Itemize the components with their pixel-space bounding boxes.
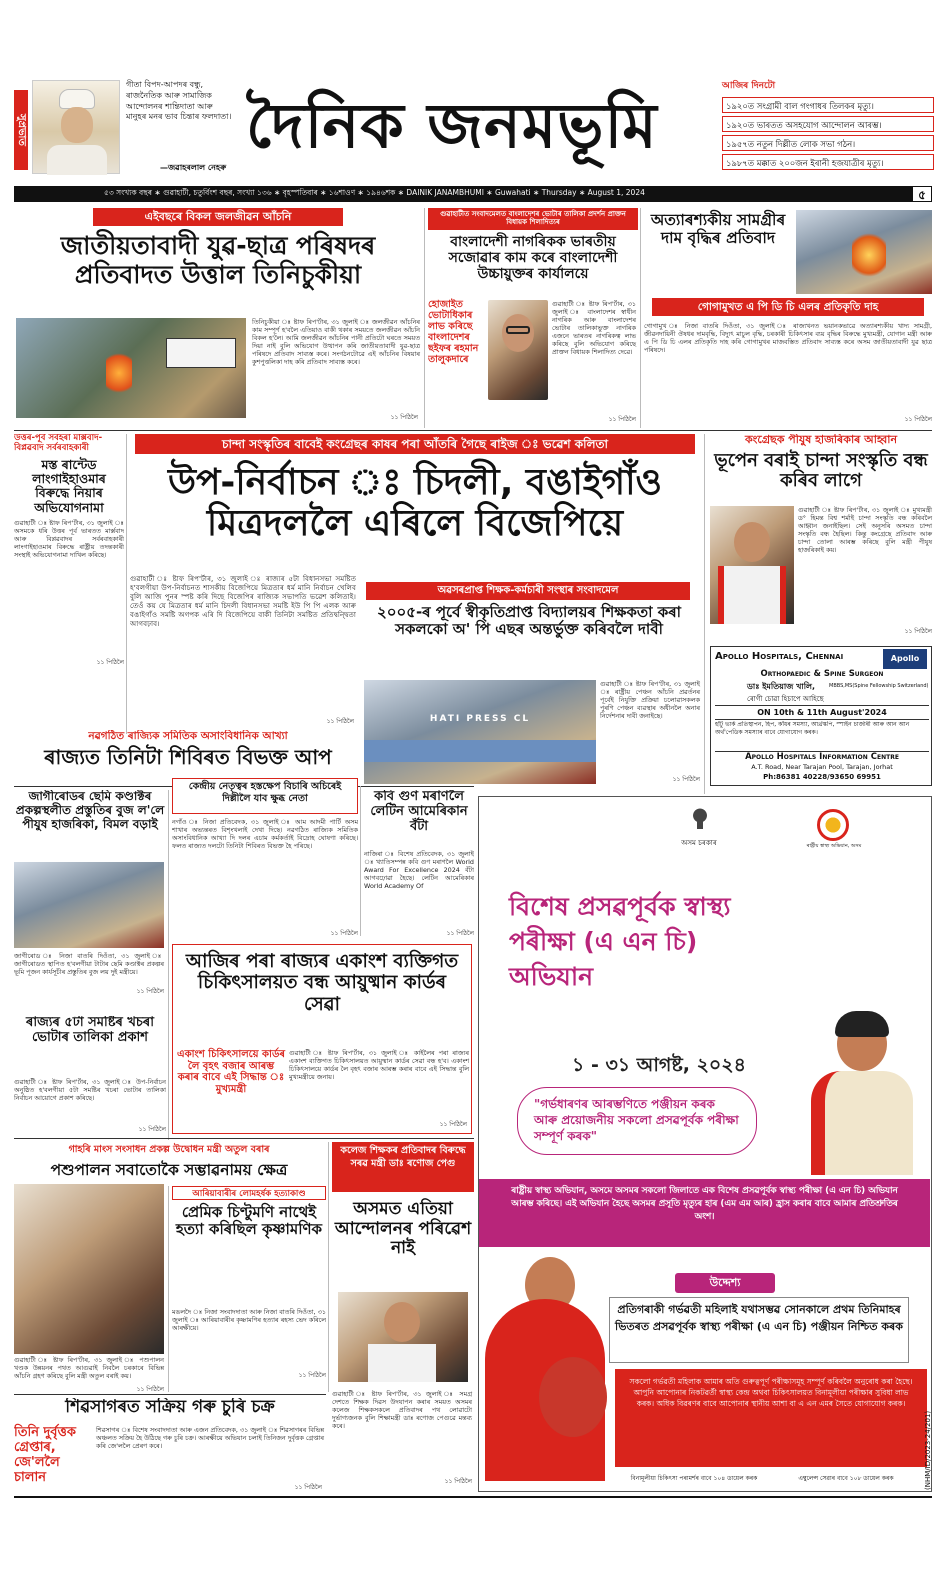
ad-code: (NHM/ID/2023-24/201) [924,1410,932,1490]
kicker: গোগামুখত এ পি ডি চি এলৰ প্ৰতিকৃতি দাহ [652,298,924,316]
kicker: উত্তৰ-পূৰ্ব সৰ্বহৰা মাৰ্ক্সবাদ-বিপ্লৱবাদ সৰ্বৰবাহকাৰী [14,434,103,453]
continued: ১১ পিঠিলৈ [904,416,932,423]
story-body: মঙলদৈ ঃ নিজা সংবাদদাতা আৰু নিজা বাতৰি দিওঁতা, ৩১ জুলাই ঃ আৰিয়াবাৰীৰ কৃষ্ণামণিৰ হত্যাৰ ৰহস্য ভেদ কৰিলে আৰক্ষীয়ে। [172,1308,326,1332]
dateline-bar [14,186,932,202]
kicker: নৱগঠিত ৰাজ্যিক সমিতিক অসাংবিধানিক আখ্যা [88,730,288,742]
continued: ১১ পিঠিলৈ [136,988,164,995]
suprabhat-badge: সুপ্ৰভাত [14,90,28,170]
story-body: গুৱাহাটী ঃ ষ্টাফ ৰিপ'ৰ্টাৰ, ৩১ জুলাই ঃ মুখ্যমন্ত্ৰী ড° হিমন্ত বিশ্ব শৰ্মাই চান্দা সংস্কৃতি বন্ধ কৰিবলৈ আহ্বান জনাইছিল। সেই অনুসৰি অসমত চান্দা সংস্কৃতি বন্ধ হৈছিল। কিন্তু কংগ্ৰেছে প্ৰতিবাদ আৰু চান্দা তোলা আৰম্ভ কৰিছে বুলি মন্ত্ৰী পীযুষ হাজৰিকাই কয়। [798,506,932,554]
story-body: গুৱাহাটী ঃ ষ্টাফ ৰিপ'ৰ্টাৰ, ৩১ জুলাই ঃ পশুপালন খণ্ডক উন্নয়নৰ পথত আগুৱাই নিবলৈ চৰকাৰে বিভিন্ন আঁচনি গ্ৰহণ কৰিছে বুলি মন্ত্ৰী অতুল বৰাই কয়। [14,1356,164,1380]
today-item: ১৯২০ত ভাৰতত অসহযোগ আন্দোলন আৰম্ভ। [722,116,934,132]
portrait-photo [488,300,548,400]
story-body: নগাঁও ঃ নিজা প্ৰতিবেদক, ৩১ জুলাই ঃ আম আদমী পাৰ্টি অসম শাখাৰ অভ্যন্তৰত বিশৃংখলাই দেখা দিছে। নৱগঠিত ৰাজ্যিক সমিতিক অসাংবিধানিক আখ্যা দি দলৰ এচাম কৰ্মকৰ্তাই বিদ্ৰোহ ঘোষণা কৰিছে। ফলত ৰাজ্যত দলটো তিনিটা শিবিৰত বিভক্ত হৈ পৰিছে। [172,818,358,850]
story-body: গুৱাহাটী ঃ ষ্টাফ ৰিপ'ৰ্টাৰ, ৩১ জুলাই ঃ অসমকে ধৰি উত্তৰ পূৰ্ব ভাৰতত মাৰ্ক্সবাদ আৰু বিপ্লৱবাদৰ সৰ্বৰবাহকাৰী লাংগাইহাওমাৰ বিৰুদ্ধে ৰাষ্ট্ৰীয় তদন্তকাৰী সংস্থাই অভিযোগনামা দাখিল কৰিছে। [14,519,124,560]
continued: ১১ পিঠিলৈ [446,930,474,937]
headline-teachers: ২০০৫-ৰ পূৰ্বে স্বীকৃতিপ্ৰাপ্ত বিদ্যালয়ৰ শিক্ষকতা কৰা সকলকো অ' পি এছৰ অন্তৰ্ভুক্ত কৰিবলৈ দাবী [376,603,682,639]
headline: অসমত এতিয়া আন্দোলনৰ পৰিৱেশ নাই [334,1199,472,1259]
woman-illustration [797,1007,927,1175]
story-ayushman [172,944,472,1134]
continued: ১১ পিঠিলৈ [326,718,354,725]
kicker: গাহৰি মাংস সংসাধন প্ৰকল্প উদ্বোধন মন্ত্ৰী অতুল বৰাৰ [14,1142,324,1158]
continued: ১১ পিঠিলৈ [390,414,418,421]
story-jagiroad [14,790,166,996]
nhm-logo-icon [817,809,849,841]
headline: ভূপেন বৰাই চান্দা সংস্কৃতি বন্ধ কৰিব লাগে [714,449,928,492]
newspaper-title: দৈনিক জনমভূমি [246,89,658,162]
continued: ১১ পিঠিলৈ [330,930,358,937]
ad-address: A.T. Road, Near Tarajan Pool, Tarajan, Jorhat [751,763,893,771]
footer-note-2: এম্বুলেন্স সেৱাৰ বাবে ১০৮ ডায়েল কৰক [798,1475,894,1482]
ad-phone: Ph:86381 40228/93650 69951 [763,773,881,781]
nhm-ad [478,796,932,1492]
story-voter-list [14,1016,166,1134]
headline: পশুপালন সবাতোকৈ সম্ভাৱনাময় ক্ষেত্ৰ [50,1161,288,1179]
daily-quote: গীতা বিপদ-আপদৰ বন্ধু, ৰাজনৈতিক আৰু সামাজিক আন্দোলনৰ শান্তিদাতা আৰু মানুহৰ মনৰ ভাব চিন্তাৰ ফলদাতা। [126,80,232,122]
continued: ১১ পিঠিলৈ [608,416,636,423]
story-aap [14,730,362,784]
headline: প্ৰেমিক চিণ্টুমণি নাথেই হত্যা কৰিছিল কৃষ্ণামণিক [175,1203,323,1239]
story-nia [14,434,124,724]
kicker: এইবছৰে বিকল জলজীৱন আঁচনি [93,208,343,226]
story-gogamukh [644,208,934,428]
headline: শিৱসাগৰত সক্ৰিয় গৰু চুৰি চক্ৰ [65,1398,275,1417]
headline: অত্যাৰশ্যকীয় সামগ্ৰীৰ দাম বৃদ্ধিৰ প্ৰতিবাদ [650,211,786,247]
protest-photo [16,318,246,418]
continued: ১১ পিঠিলৈ [904,628,932,635]
today-item: ১৯৫৭ত নতুন দিল্লীত লোক সভা গঠন। [722,135,934,151]
press-meet-photo [364,680,596,784]
campaign-title: বিশেষ প্ৰসৱপূৰ্বক স্বাস্থ্য পৰীক্ষা (এ এন চি) অভিযান [509,892,731,991]
headline: কবি গুণ মৰাণলৈ লেটিন আমেৰিকান বঁটা [370,790,468,834]
sidebar-quote: হোজাইত ভোটাধিকাৰ লাভ কৰিছে বাংলাদেশৰ ছইফৰ ৰহমান তালুকদাৰে [428,299,479,365]
headline: ৰাজ্যৰ ৫টা সমষ্টিৰ খচৰা ভোটাৰ তালিকা প্ৰকাশ [26,1016,154,1045]
headline: ৰাজ্যত তিনিটা শিবিৰত বিভক্ত আপ [44,745,332,770]
story-poet [364,790,474,938]
today-item: ১৯৮৭ত মক্কাত ২০০জন ইৰানী হজযাত্ৰীৰ মৃত্যু। [722,154,934,170]
dateline-text: ৫৩ সংখ্যক বছৰ ∗ গুৱাহাটী, চতুৰ্বিংশ বছৰ, সংখ্যা ১৩৬ ∗ বৃহস্পতিবাৰ ∗ ১৬শাওণ ∗ ১৯৪৬শক ∗ DAINIK JANAMBHUMI ∗ Guwahati ∗ Thursday ∗ August 1, 2024 [104,188,645,197]
nehru-portrait [32,80,120,174]
campaign-quote: "গৰ্ভধাৰণৰ আৰম্ভণিতে পঞ্জীয়ন কৰক আৰু প্ৰয়োজনীয় সকলো প্ৰসৱপূৰ্বক পৰীক্ষা সম্পূৰ্ণ কৰক" [517,1087,757,1155]
pregnant-woman-illustration [485,1247,613,1481]
continued: ১১ পিঠিলৈ [96,659,124,667]
footer-note-1: বিনামূলীয়া চিকিৎসা পৰামৰ্শৰ বাবে ১০৪ ডায়েল কৰক [630,1475,758,1482]
page-number: ৫ [912,186,932,202]
gov-label: অসম চৰকাৰ [681,839,717,847]
story-chanda [708,434,934,640]
continued: ১১ পিঠিলৈ [439,1121,467,1128]
site-photo [14,862,164,948]
continued: ১১ পিঠিলৈ [138,1126,166,1133]
kicker: কেন্দ্ৰীয় নেতৃত্বৰ হস্তক্ষেপ বিচাৰি অচিৰেই দিল্লীলৈ যাব ক্ষুব্ধ নেতা [172,778,358,814]
objective-text: প্ৰতিগৰাকী গৰ্ভৱতী মহিলাই যথাসম্ভৱ সোনকালে প্ৰথম তিনিমাহৰ ভিতৰত প্ৰসৱপূৰ্বক স্বাস্থ্য পৰীক্ষা (এ এন চি) পঞ্জীয়ন নিশ্চিত কৰক [609,1297,909,1363]
masthead [10,72,935,184]
kicker: আৰিয়াবাৰীৰ লোমহৰ্ষক হত্যাকাণ্ড [172,1186,326,1200]
sidebar-quote: তিনি দুৰ্বৃত্তক গ্ৰেপ্তাৰ, জে'ললৈ চালান [14,1425,76,1485]
today-item: ১৯২০ত সংগ্ৰামী বাল গংগাধৰ তিলকৰ মৃত্যু। [722,97,934,113]
story-body: গুৱাহাটী ঃ ষ্টাফ ৰিপ'ৰ্টাৰ, ৩১ জুলাই ঃ বাংলাদেশৰ স্বাধীন নাগৰিক আৰু বাংলাদেশৰ ভোটাৰ তালিকাভুক্ত নাগৰিক এজনে ভাৰতৰ নাগৰিকত্ব লাভ কৰিছে বুলি অভিযোগ কৰিছে প্ৰাক্তন বিধায়ক শিলাদিত্য দেৱে। [552,300,636,356]
kicker: চান্দা সংস্কৃতিৰ বাবেই কংগ্ৰেছৰ কাষৰ পৰা আঁতৰি গৈছে ৰাইজ ঃ ভৱেশ কলিতা [135,434,695,454]
ad-title: Apollo Hospitals, Chennai [715,651,844,662]
story-murder [172,1186,326,1392]
story-cattle-theft [14,1398,326,1494]
ad-visit: ৰোগী চোৱা হিচাপে আহিছে [747,695,824,703]
apollo-ad [710,646,932,786]
continued: ১১ পিঠিলৈ [444,1478,472,1485]
kicker: গুৱাহাটীত সংবাদমেলত বাংলাদেশৰ ভোটাৰ তালিকা প্ৰদৰ্শন প্ৰাক্তন বিধায়ক শিলাদিত্যৰ [428,208,638,230]
ad-note: হাঁটু ভাৰ্ক প্ৰতিস্থাপন, হিপ, কাঁধৰ সমস্যা, আৰ্থ্ৰস্কপি, স্পাইন চাৰ্জাৰী আৰু আন আন অৰ্থ'পেডিক সমস্যাৰ বাবে যোগাযোগ কৰক। [715,721,910,736]
ad-doctor: ডাঃ ইমতিয়াজ খালি, [747,682,815,691]
apollo-logo: Apollo [883,649,927,669]
continued: ১১ পিঠিলৈ [298,1372,326,1379]
sidebar-quote: একাংশ চিকিৎসালয়ে কাৰ্ডৰ লৈ বৃহৎ বজাৰ আৰম্ভ কৰাৰ বাবে এই সিদ্ধান্ত ঃ মুখ্যমন্ত্ৰী [177,1049,285,1095]
story-body: গুৱাহাটী ঃ ষ্টাফ ৰিপ'ৰ্টাৰ, ৩১ জুলাই ঃ উপ-নিৰ্বাচন অনুষ্ঠিত হ'বলগীয়া ৫টা সমষ্টিৰ খচৰা ভোটাৰ তালিকা নিৰ্বাচন আয়োগে প্ৰকাশ কৰিছে। [14,1078,166,1102]
story-body: গুৱাহাটী ঃ ষ্টাফ ৰিপ'ৰ্টাৰ, ৩১ জুলাই ঃ ৰাজ্যৰ ৫টা বিধানসভা সমষ্টিত হ'বলগীয়া উপ-নিৰ্বাচনত শাসকীয় বিজেপিয়ে মিত্ৰতাৰ ধৰ্ম মানি নিৰ্বাচন খেলিব বুলি আজি পুনৰ স্পষ্ট কৰি দিছে বিজেপিৰ ৰাজ্যিক সভাপতি ভৱেশ কলিতাই। তেওঁ কয় যে মিত্ৰতাৰ ধৰ্ম মানি চিদলী বিধানসভা সমষ্টি ইউ পি পি এলক আৰু বঙাইগাঁও সমষ্টি অগপক এৰি দি বিজেপিয়ে বাকী তিনিটা সমষ্টিত প্ৰতিদ্বন্দ্বিতা আগবঢ়াব। [130,574,356,628]
ad-dates: ON 10th & 11th August'2024 [715,705,929,720]
story-body: শিৱসাগৰ ঃ বিশেষ সংবাদদাতা আৰু এজন প্ৰতিবেদক, ৩১ জুলাই ঃ শিৱসাগৰৰ বিভিন্ন অঞ্চলত সক্ৰিয় হৈ উঠিছে গৰু চুৰি চক্ৰ। আৰক্ষীয়ে অভিযান চলাই তিনিজন দুৰ্বৃত্তক গ্ৰেপ্তাৰ কৰি জে'ললৈ প্ৰেৰণ কৰে। [96,1426,324,1450]
headline: মস্ত ৰান্টেড লাংগাইহাওমাৰ বিৰুদ্ধে নিয়াৰ অভিযোগনামা [32,456,106,515]
continued: ১১ পিঠিলৈ [672,776,700,783]
headline: বাংলাদেশী নাগৰিকক ভাৰতীয় সজোৱাৰ কাম কৰে বাংলাদেশী উচ্চায়ুক্তৰ কাৰ্যালয়ে [448,234,618,283]
story-body: গোগামুখ ঃ নিজা বাতৰি দিওঁতা, ৩১ জুলাই ঃ ৰাজ্যখনত ভয়ানকভাৱে অত্যাৰশ্যকীয় খাদ্য সামগ্ৰী, জীৱনদায়িনী ঔষধৰ দামবৃদ্ধি, বিদ্যুৎ মাচুল বৃদ্ধি, চৰকাৰী চিকিৎসাৰ ব্যয় বৃদ্ধিৰ বিৰুদ্ধে মুখ্যমন্ত্ৰী, যোগান মন্ত্ৰী আৰু এ পি ডি চি এলৰ প্ৰতিকৃতি দাহ কৰি গোগামুখৰ মাজবস্তিত প্ৰতিবাদ সাব্যস্ত কৰে অসম জাতীয়তাবাদী যুৱ ছাত্ৰ পৰিষদে। [644,322,932,354]
continued: ১১ পিঠিলৈ [136,1386,164,1392]
story-body: নাজিৰা ঃ বিশেষ প্ৰতিবেদক, ৩১ জুলাই ঃ খ্যাতিসম্পন্ন কবি গুণ মৰাণলৈ World Award For Excellence 2024 বঁটা আগবঢ়োৱা হৈছে। লেটিন আমেৰিকাৰ World Academy Of [364,850,474,890]
ad-speciality: Orthopaedic & Spine Surgeon [760,669,884,679]
headline: উপ-নিৰ্বাচন ঃ চিদলী, বঙাইগাঁও মিত্ৰদললৈ এৰিলে বিজেপিয়ে [167,462,663,545]
campaign-band: ৰাষ্ট্ৰীয় স্বাস্থ্য অভিযান, অসমে অসমৰ সকলো জিলাতে এক বিশেষ প্ৰসৱপূৰ্বক স্বাস্থ্য পৰীক্ষা (এ এন চি) অভিযান আৰম্ভ কৰিছে। এই অভিযান হৈছে অসমৰ প্ৰসূতি মৃত্যুৰ হাৰ (এম এম আৰ) হ্ৰাস কৰাৰ বাবে আমাৰ প্ৰতিশ্ৰুতিৰ অংশ। [479,1179,930,1247]
campaign-dates: ১ - ৩১ আগষ্ট, ২০২৪ [572,1054,746,1076]
continued: ১১ পিঠিলৈ [294,1484,322,1491]
story-body: গুৱাহাটী ঃ ষ্টাফ ৰিপ'ৰ্টাৰ, ৩১ জুলাই ঃ ৰাষ্ট্ৰীয় পেঞ্চন আঁচনি প্ৰৱৰ্তনৰ পূৰ্বেই নিযুক্তি প্ৰক্ৰিয়া চলোৱাসকলক পুৰণি পেঞ্চন ব্যৱস্থাৰ অধীনলৈ অনাৰ নিৰ্দেশনাৰ দাবী জনাইছে। [600,680,700,720]
today-label: আজিৰ দিনটো [722,81,776,91]
story-body: জাগীৰোড ঃ নিজা বাতৰি দিওঁতা, ৩১ জুলাই ঃ জাগীৰোডত স্থাপিত হ'বলগীয়া টাটাৰ ছেমি কণ্ডাক্টৰ প্ৰকল্পৰ ভূমি পূজন কাৰ্যসূচীৰ প্ৰস্তুতিৰ বুজ লয় দুই মন্ত্ৰীয়ে। [14,952,164,976]
story-body: তিনিচুকীয়া ঃ ষ্টাফ ৰিপ'ৰ্টাৰ, ৩১ জুলাই ঃ জলজীৱন আঁচনিৰ কাম সম্পূৰ্ণ হ'বলৈ এতিয়াও বাকী থকাৰ সময়তে জলজীৱন আঁচনি বিকল হ'লৈ। আমি জলজীৱন আঁচনিৰ পানী প্ৰতিটো ঘৰতে সময়ত দিয়া নাই বুলি অভিযোগ উত্থাপন কৰি জাতীয়তাবাদী যুৱ-ছাত্ৰ পৰিষদে প্ৰতিবাদ সাব্যস্ত কৰে। সংগঠনটোৱে এই আঁচনিৰ বিষয়াৰ কুশপুত্তলিকা দাহ কৰি প্ৰতিবাদ সাব্যস্ত কৰে। [252,318,420,366]
story-body: গুৱাহাটী ঃ ষ্টাফ ৰিপ'ৰ্টাৰ, ৩১ জুলাই ঃ কাইলৈৰ পৰা ৰাজ্যৰ একাংশ ব্যক্তিগত চিকিৎসালয়ত আয়ুষ্মান কাৰ্ডৰ সেৱা বন্ধ হ'ব। একাংশ চিকিৎসালয়ে কাৰ্ডৰ লৈ বৃহৎ বজাৰ আৰম্ভ কৰাৰ বাবে এই সিদ্ধান্ত বুলি মুখ্যমন্ত্ৰীয়ে জনায়। [289,1049,469,1081]
nhm-org: ৰাষ্ট্ৰীয় স্বাস্থ্য অভিযান, অসম [806,843,862,849]
ad-credentials: MBBS,MS(Spine Fellowship Switzerland) [829,683,929,689]
effigy-photo [796,210,932,294]
headline: আজিৰ পৰা ৰাজ্যৰ একাংশ ব্যক্তিগত চিকিৎসালয়ত বন্ধ আয়ুষ্মান কাৰ্ডৰ সেৱা [185,951,459,1015]
headline: জাগীৰোডৰ ছেমি কণ্ডাক্টৰ প্ৰকল্পস্থলীত প্ৰস্তুতিৰ বুজ ল'লে পীযুষ হাজৰিকা, বিমল বড়াই [15,790,165,831]
story-bangladeshi [428,208,638,428]
story-college-teachers [332,1142,474,1492]
story-body: গুৱাহাটী ঃ ষ্টাফ ৰিপ'ৰ্টাৰ, ৩১ জুলাই ঃ সমগ্ৰ দেশতে শিক্ষক দিৱস উদযাপন কৰাৰ সময়ত অসমৰ কলেজ শিক্ষকসকলে প্ৰতিবাদৰ পথ লোৱাটো দুৰ্ভাগ্যজনক বুলি শিক্ষামন্ত্ৰী ডাঃ ৰণোজ পেগুৱে মন্তব্য কৰে। [332,1390,472,1430]
story-teachers [364,680,704,784]
minister-photo [338,1292,468,1382]
photo-banner: HATI PRESS CL [429,714,531,724]
kicker: কংগ্ৰেছক পীযুষ হাজৰিকাৰ আহ্বান [744,434,898,446]
ad-centre: Apollo Hospitals Information Centre [715,751,929,762]
story-aap-leaders [172,778,358,938]
kicker: কলেজ শিক্ষকৰ প্ৰতিবাদৰ বিৰুদ্ধে সৰৱ মন্ত্ৰী ডাঃ ৰণোজ পেগু [332,1142,474,1192]
campaign-info: সকলো গৰ্ভৱতী মহিলাক আমাৰ অতি গুৰুত্বপূৰ্ণ পৰীক্ষাসমূহ সম্পূৰ্ণ কৰিবলৈ অনুৰোধ কৰা হৈছে। আপুনি আপোনাৰ নিকটৱৰ্তী স্বাস্থ্য কেন্দ্ৰ অথবা চিকিৎসালয়ত বিনামূলীয়া পৰীক্ষাৰ সুবিধা লাভ কৰক। অধিক বিৱৰণৰ বাবে আপোনাৰ স্থানীয় আশা বা এ এন এমৰ সৈতে যোগাযোগ কৰক। [615,1369,927,1467]
today-box [722,78,934,176]
inauguration-photo [14,1184,164,1354]
emblem-icon [689,805,711,835]
kicker-teachers: অৱসৰপ্ৰাপ্ত শিক্ষক-কৰ্মচাৰী সংস্থাৰ সংবাদমেল [366,582,690,600]
headline: জাতীয়তাবাদী যুৱ-ছাত্ৰ পৰিষদৰ প্ৰতিবাদত উত্তাল তিনিচুকীয়া [60,231,376,289]
objective-label: উদ্দেশ্য [675,1273,775,1293]
quote-author: —জৱাহৰলাল নেহৰু [160,163,227,172]
story-tinsukia [14,208,422,428]
minister-photo [710,506,794,624]
